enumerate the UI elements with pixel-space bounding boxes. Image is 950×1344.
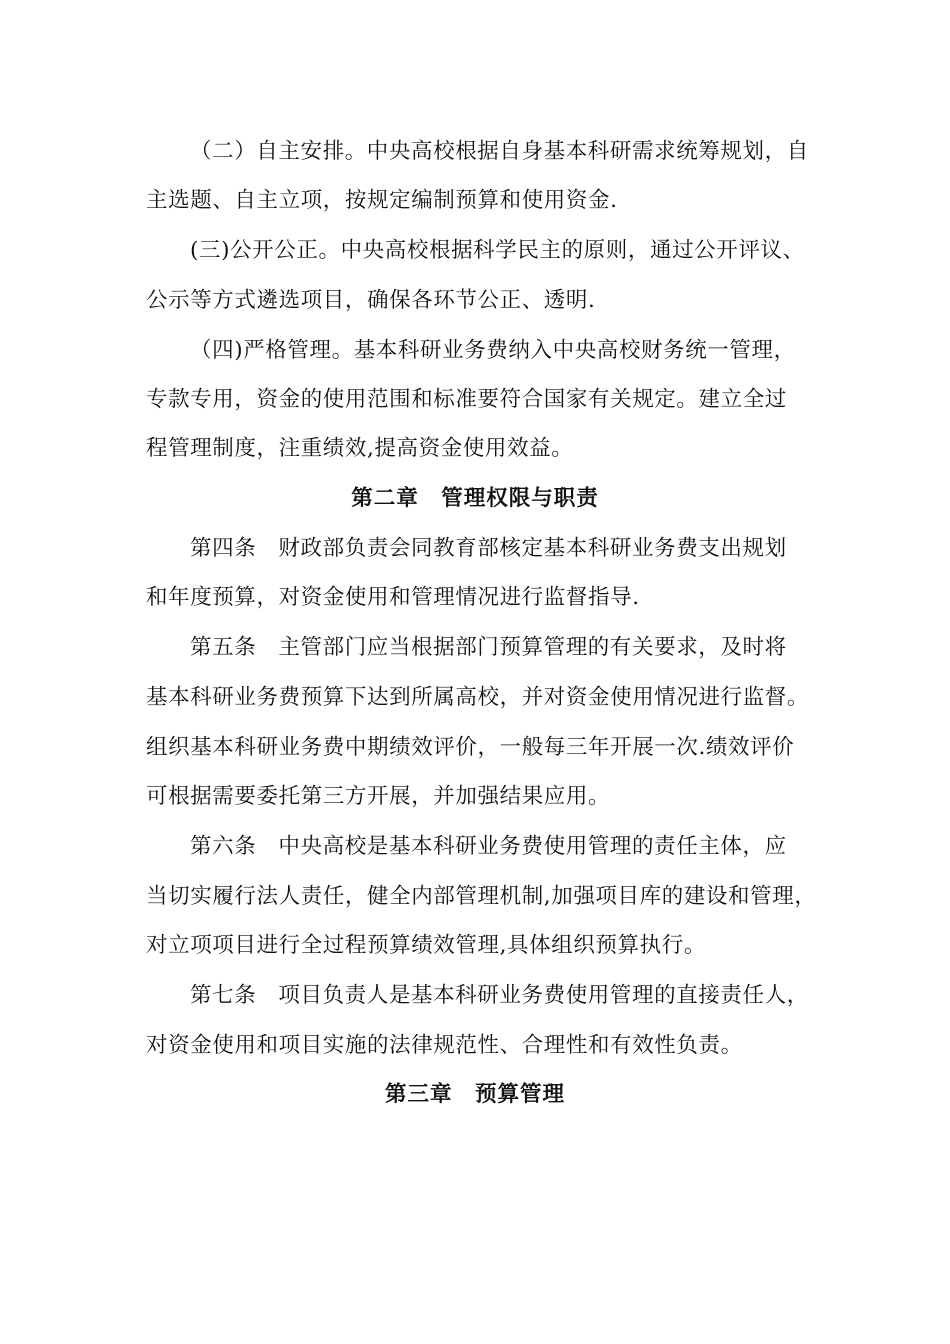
article-line: 组织基本科研业务费中期绩效评价，一般每三年开展一次.绩效评价 (146, 735, 795, 760)
paragraph-line: 主选题、自主立项，按规定编制预算和使用资金. (146, 188, 618, 213)
article-line: 第四条 财政部负责会同教育部核定基本科研业务费支出规划 (190, 536, 787, 561)
article-line: 第五条 主管部门应当根据部门预算管理的有关要求，及时将 (190, 635, 787, 660)
article-line: 当切实履行法人责任，健全内部管理机制,加强项目库的建设和管理， (146, 884, 817, 909)
article-line: 基本科研业务费预算下达到所属高校，并对资金使用情况进行监督。 (146, 685, 810, 710)
paragraph-line: 公示等方式遴选项目，确保各环节公正、透明. (146, 288, 596, 313)
article-line: 对立项项目进行全过程预算绩效管理,具体组织预算执行。 (146, 933, 706, 958)
article-line: 第七条 项目负责人是基本科研业务费使用管理的直接责任人， (190, 983, 809, 1008)
paragraph-line: （四)严格管理。基本科研业务费纳入中央高校财务统一管理， (190, 338, 796, 363)
article-line: 可根据需要委托第三方开展，并加强结果应用。 (146, 784, 611, 809)
chapter-heading: 第二章 管理权限与职责 (351, 486, 599, 511)
article-line: 第六条 中央高校是基本科研业务费使用管理的责任主体，应 (190, 834, 787, 859)
chapter-heading: 第三章 预算管理 (384, 1082, 565, 1107)
article-line: 对资金使用和项目实施的法律规范性、合理性和有效性负责。 (146, 1033, 743, 1058)
paragraph-line: (三)公开公正。中央高校根据科学民主的原则，通过公开评议、 (190, 238, 805, 263)
paragraph-line: 专款专用，资金的使用范围和标准要符合国家有关规定。建立全过 (146, 387, 787, 412)
article-line: 和年度预算，对资金使用和管理情况进行监督指导. (146, 585, 640, 610)
paragraph-line: 程管理制度，注重绩效,提高资金使用效益。 (146, 436, 574, 461)
paragraph-line: （二）自主安排。中央高校根据自身基本科研需求统筹规划，自 (190, 139, 809, 164)
